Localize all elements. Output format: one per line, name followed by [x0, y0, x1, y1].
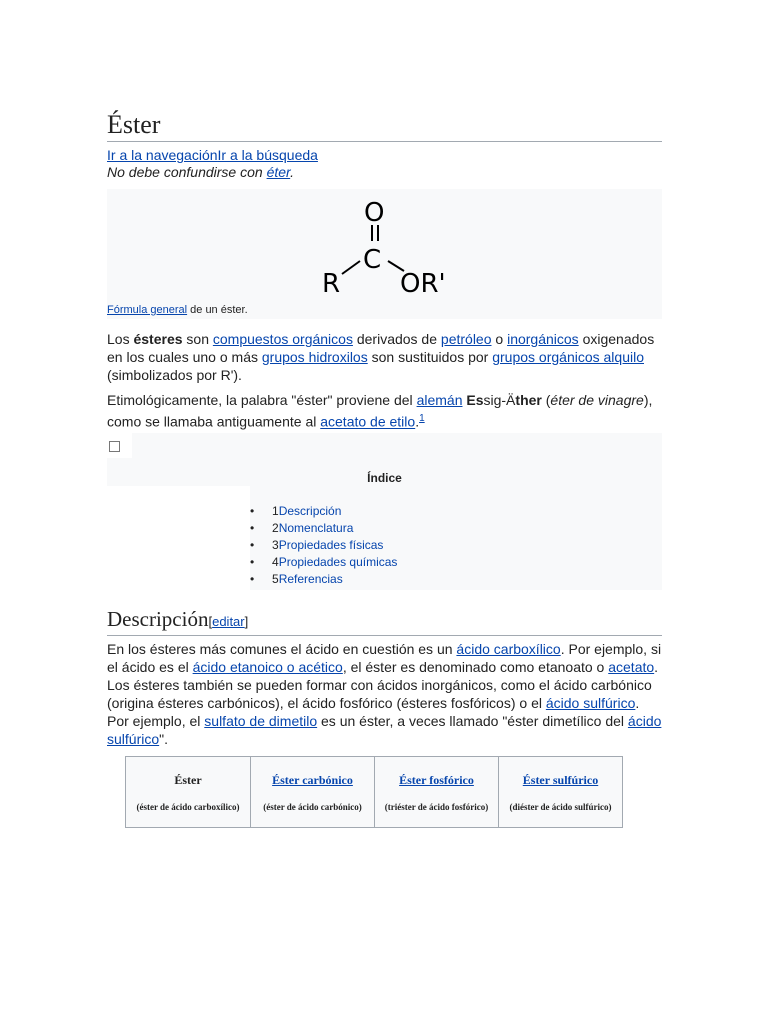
carbon-label: C [363, 245, 382, 275]
link-compuestos-organicos[interactable]: compuestos orgánicos [212, 331, 353, 347]
etymology-paragraph: Etimológicamente, la palabra "éster" proviene del alemán Essig-Äther (éter de vinagre), como se llamaba antiguamente al acetato de etilo.$^1$ [107, 392, 653, 430]
table-of-contents [107, 433, 662, 590]
toc-title: Índice [367, 471, 402, 485]
link-ester-fosforico[interactable]: Éster fosfórico [399, 772, 474, 787]
edit-section-link[interactable]: editar [212, 614, 245, 629]
link-acido-sulfurico[interactable]: ácido sulfúrico [545, 695, 636, 711]
link-petroleo[interactable]: petróleo [440, 331, 492, 347]
toc-item[interactable]: • 5Referencias [272, 571, 397, 588]
reference-1-link[interactable]: 1 [419, 413, 425, 424]
ester-types-table [125, 756, 623, 828]
toc-link-nomenclatura[interactable]: Nomenclatura [278, 521, 354, 535]
ester-structure-diagram [312, 189, 472, 301]
hatnote-period: . [290, 164, 295, 180]
caption-text: de un éster. [187, 304, 248, 316]
toc-toggle-checkbox[interactable] [109, 441, 120, 452]
or-group-label: OR' [400, 269, 446, 299]
jump-to-navigation-link[interactable]: Ir a la navegación [107, 147, 218, 163]
figure-caption [107, 304, 248, 316]
hatnote [107, 164, 294, 181]
jump-to-search-link[interactable]: Ir a la búsqueda [217, 147, 318, 163]
intro-paragraph: Los ésteres son compuestos orgánicos derivados de petróleo o inorgánicos oxigenados en los cuales uno o más grupos hidroxilos son sustituidos por grupos orgánicos alquilo (simbolizados por R'). [107, 331, 655, 383]
toc-item[interactable]: • 2Nomenclatura [272, 520, 397, 537]
oxygen-label: O [364, 198, 385, 228]
toc-list [272, 503, 397, 588]
hatnote-text: No debe confundirse con [107, 164, 267, 180]
r-group-label: R [322, 269, 341, 299]
toc-link-propiedades-fisicas[interactable]: Propiedades físicas [278, 538, 384, 552]
table-cell-ester-fosforico: Éster fosfórico (triéster de ácido fosfórico) [375, 757, 499, 828]
toc-link-propiedades-quimicas[interactable]: Propiedades químicas [278, 555, 398, 569]
toc-link-referencias[interactable]: Referencias [278, 572, 343, 586]
table-cell-ester-sulfurico: Éster sulfúrico (diéster de ácido sulfúrico) [499, 757, 623, 828]
link-aleman[interactable]: alemán [416, 392, 463, 408]
table-cell-ester-carbonico: Éster carbónico (éster de ácido carbónico) [251, 757, 375, 828]
table-row [126, 757, 623, 828]
link-acido-sulfurico-2[interactable]: ácido sulfúrico [107, 713, 662, 747]
structure-figure [107, 189, 662, 319]
toc-item[interactable]: • 3Propiedades físicas [272, 537, 397, 554]
section-heading-descripcion: Descripción[editar] [107, 606, 662, 636]
link-sulfato-de-dimetilo[interactable]: sulfato de dimetilo [204, 713, 318, 729]
link-grupos-organicos-alquilo[interactable]: grupos orgánicos alquilo [492, 349, 644, 365]
toc-link-descripcion[interactable]: Descripción [278, 504, 342, 518]
link-acetato-de-etilo[interactable]: acetato de etilo [320, 413, 416, 430]
link-acetato[interactable]: acetato [608, 659, 655, 675]
bond-r-c [342, 261, 360, 274]
table-cell-ester: Éster (éster de ácido carboxílico) [126, 757, 251, 828]
link-grupos-hidroxilos[interactable]: grupos hidroxilos [261, 349, 368, 365]
term-esteres: ésteres [133, 331, 183, 347]
description-paragraph: En los ésteres más comunes el ácido en cuestión es un ácido carboxílico. Por ejemplo, si el ácido es el ácido etanoico o acético, el éster es denominado como etanoato o acetato. Los ésteres también se pueden formar con ácidos inorgánicos, como el ácido carbónico (origina ésteres carbónicos), el ácido fosfórico (ésteres fosfóricos) o el ácido sulfúrico. Por ejemplo, el sulfato de dimetilo es un éster, a veces llamado "éster dimetílico del ácido sulfúrico". [107, 641, 662, 747]
jump-links [107, 147, 318, 164]
toc-item[interactable]: • 4Propiedades químicas [272, 554, 397, 571]
page-title: Éster [107, 110, 662, 142]
link-ester-sulfurico[interactable]: Éster sulfúrico [522, 772, 599, 787]
link-ester-carbonico[interactable]: Éster carbónico [272, 772, 353, 787]
link-inorganicos[interactable]: inorgánicos [507, 331, 579, 347]
link-acido-carboxilico[interactable]: ácido carboxílico [456, 641, 561, 657]
toc-item[interactable]: • 1Descripción [272, 503, 397, 520]
hatnote-link-eter[interactable]: éter [266, 164, 291, 180]
formula-general-link[interactable]: Fórmula general [107, 304, 188, 316]
edit-section: [editar] [208, 614, 249, 629]
link-acido-etanoico[interactable]: ácido etanoico o acético [192, 659, 343, 675]
